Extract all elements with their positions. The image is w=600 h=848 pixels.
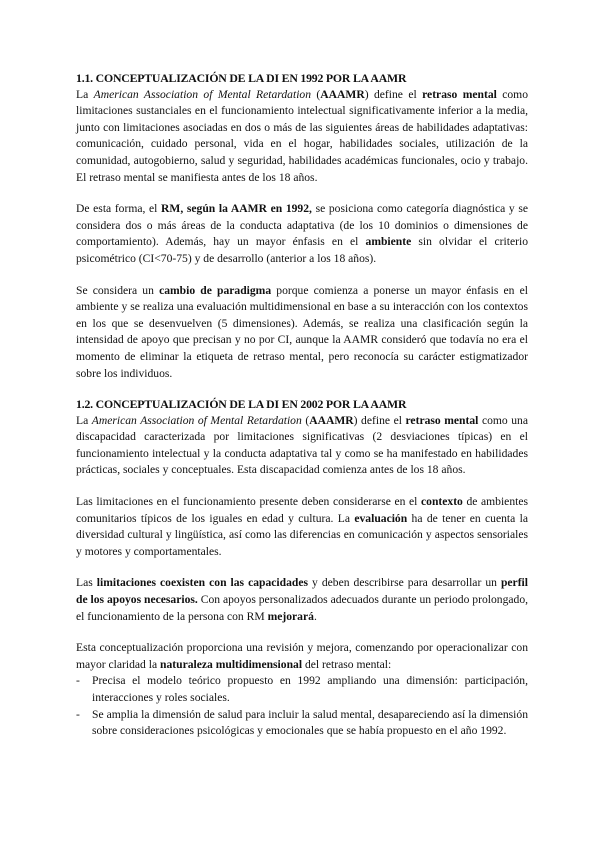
organization-name: American Association of Mental Retardation: [91, 413, 302, 427]
section-heading-1992: 1.1. CONCEPTUALIZACIÓN DE LA DI EN 1992 POR LA AAMR: [76, 71, 407, 85]
paragraph-paradigm-change: Se considera un cambio de paradigma porque comienza a ponerse un mayor énfasis en el ambiente y se realiza una evaluación multidimensional en base a su interacción con los contextos en los que se desenvuelven (5 dimensiones). Además, se realiza una clasificación según la intensidad de apoyo que precisan y no por CI, aunque la AAMR consideró que todavía no era el momento de eliminar la etiqueta de retraso mental, pero reconocía su carácter estigmatizador sobre los individuos.: [76, 283, 528, 380]
paragraph-rm-1992: De esta forma, el RM, según la AAMR en 1992, se posiciona como categoría diagnóstica y se considera dos o más áreas de la conducta adaptativa (de los 10 dominios o dimensiones de comportamiento). Además, hay un mayor énfasis en el ambiente sin olvidar el criterio psicométrico (CI<70-75) y de desarrollo (anterior a los 18 años).: [76, 202, 528, 265]
bullet-list: [76, 673, 528, 739]
dash-bullet: -: [76, 674, 80, 688]
document-page: [76, 70, 528, 740]
dash-bullet: -: [76, 707, 80, 721]
organization-name: American Association of Mental Retardation: [93, 87, 312, 101]
paragraph-capacities: Las limitaciones coexisten con las capacidades y deben describirse para desarrollar un perfil de los apoyos necesarios. Con apoyos personalizados adecuados durante un periodo prolongado, el funcionamiento de la persona con RM mejorará.: [76, 576, 529, 623]
paragraph-multidimensional: Esta conceptualización proporciona una revisión y mejora, comenzando por operacionalizar con mayor claridad la naturaleza multidimensional del retraso mental:: [76, 641, 528, 671]
paragraph-definition-1992: La American Association of Mental Retardation (AAAMR) define el retraso mental como limitaciones sustanciales en el funcionamiento intelectual significativamente inferior a la media, junto con limitaciones asociadas en dos o más de las siguientes áreas de habilidades adaptativas: comunicación, cuidado personal, vida en el hogar, habilidades sociales, utilización de la comunidad, autogobierno, salud y seguridad, habilidades académicas funcionales, ocio y trabajo. El retraso mental se manifiesta antes de los 18 años.: [76, 87, 528, 184]
paragraph-context: Las limitaciones en el funcionamiento presente deben considerarse en el contexto de ambientes comunitarios típicos de los iguales en edad y cultura. La evaluación ha de tener en cuenta la diversidad cultural y lingüística, así como las diferencias en comunicación y aspectos sensoriales y motores y comportamentales.: [76, 495, 528, 558]
paragraph-definition-2002: La American Association of Mental Retardation (AAAMR) define el retraso mental como una discapacidad caracterizada por limitaciones significativas (2 desviaciones típicas) en el funcionamiento intelectual y la conducta adaptativa tal y como se ha manifestado en habilidades prácticas, sociales y conceptuales. Esta discapacidad comienza antes de los 18 años.: [76, 413, 528, 477]
list-item: - Se amplia la dimensión de salud para incluir la salud mental, desapareciendo así la dimensión sobre consideraciones psicológicas y emocionales que se había propuesto en el año 1992.: [76, 707, 528, 738]
section-heading-2002: 1.2. CONCEPTUALIZACIÓN DE LA DI EN 2002 POR LA AAMR: [76, 397, 407, 412]
list-item: - Precisa el modelo teórico propuesto en 1992 ampliando una dimensión: participación, interacciones y roles sociales.: [76, 674, 528, 704]
